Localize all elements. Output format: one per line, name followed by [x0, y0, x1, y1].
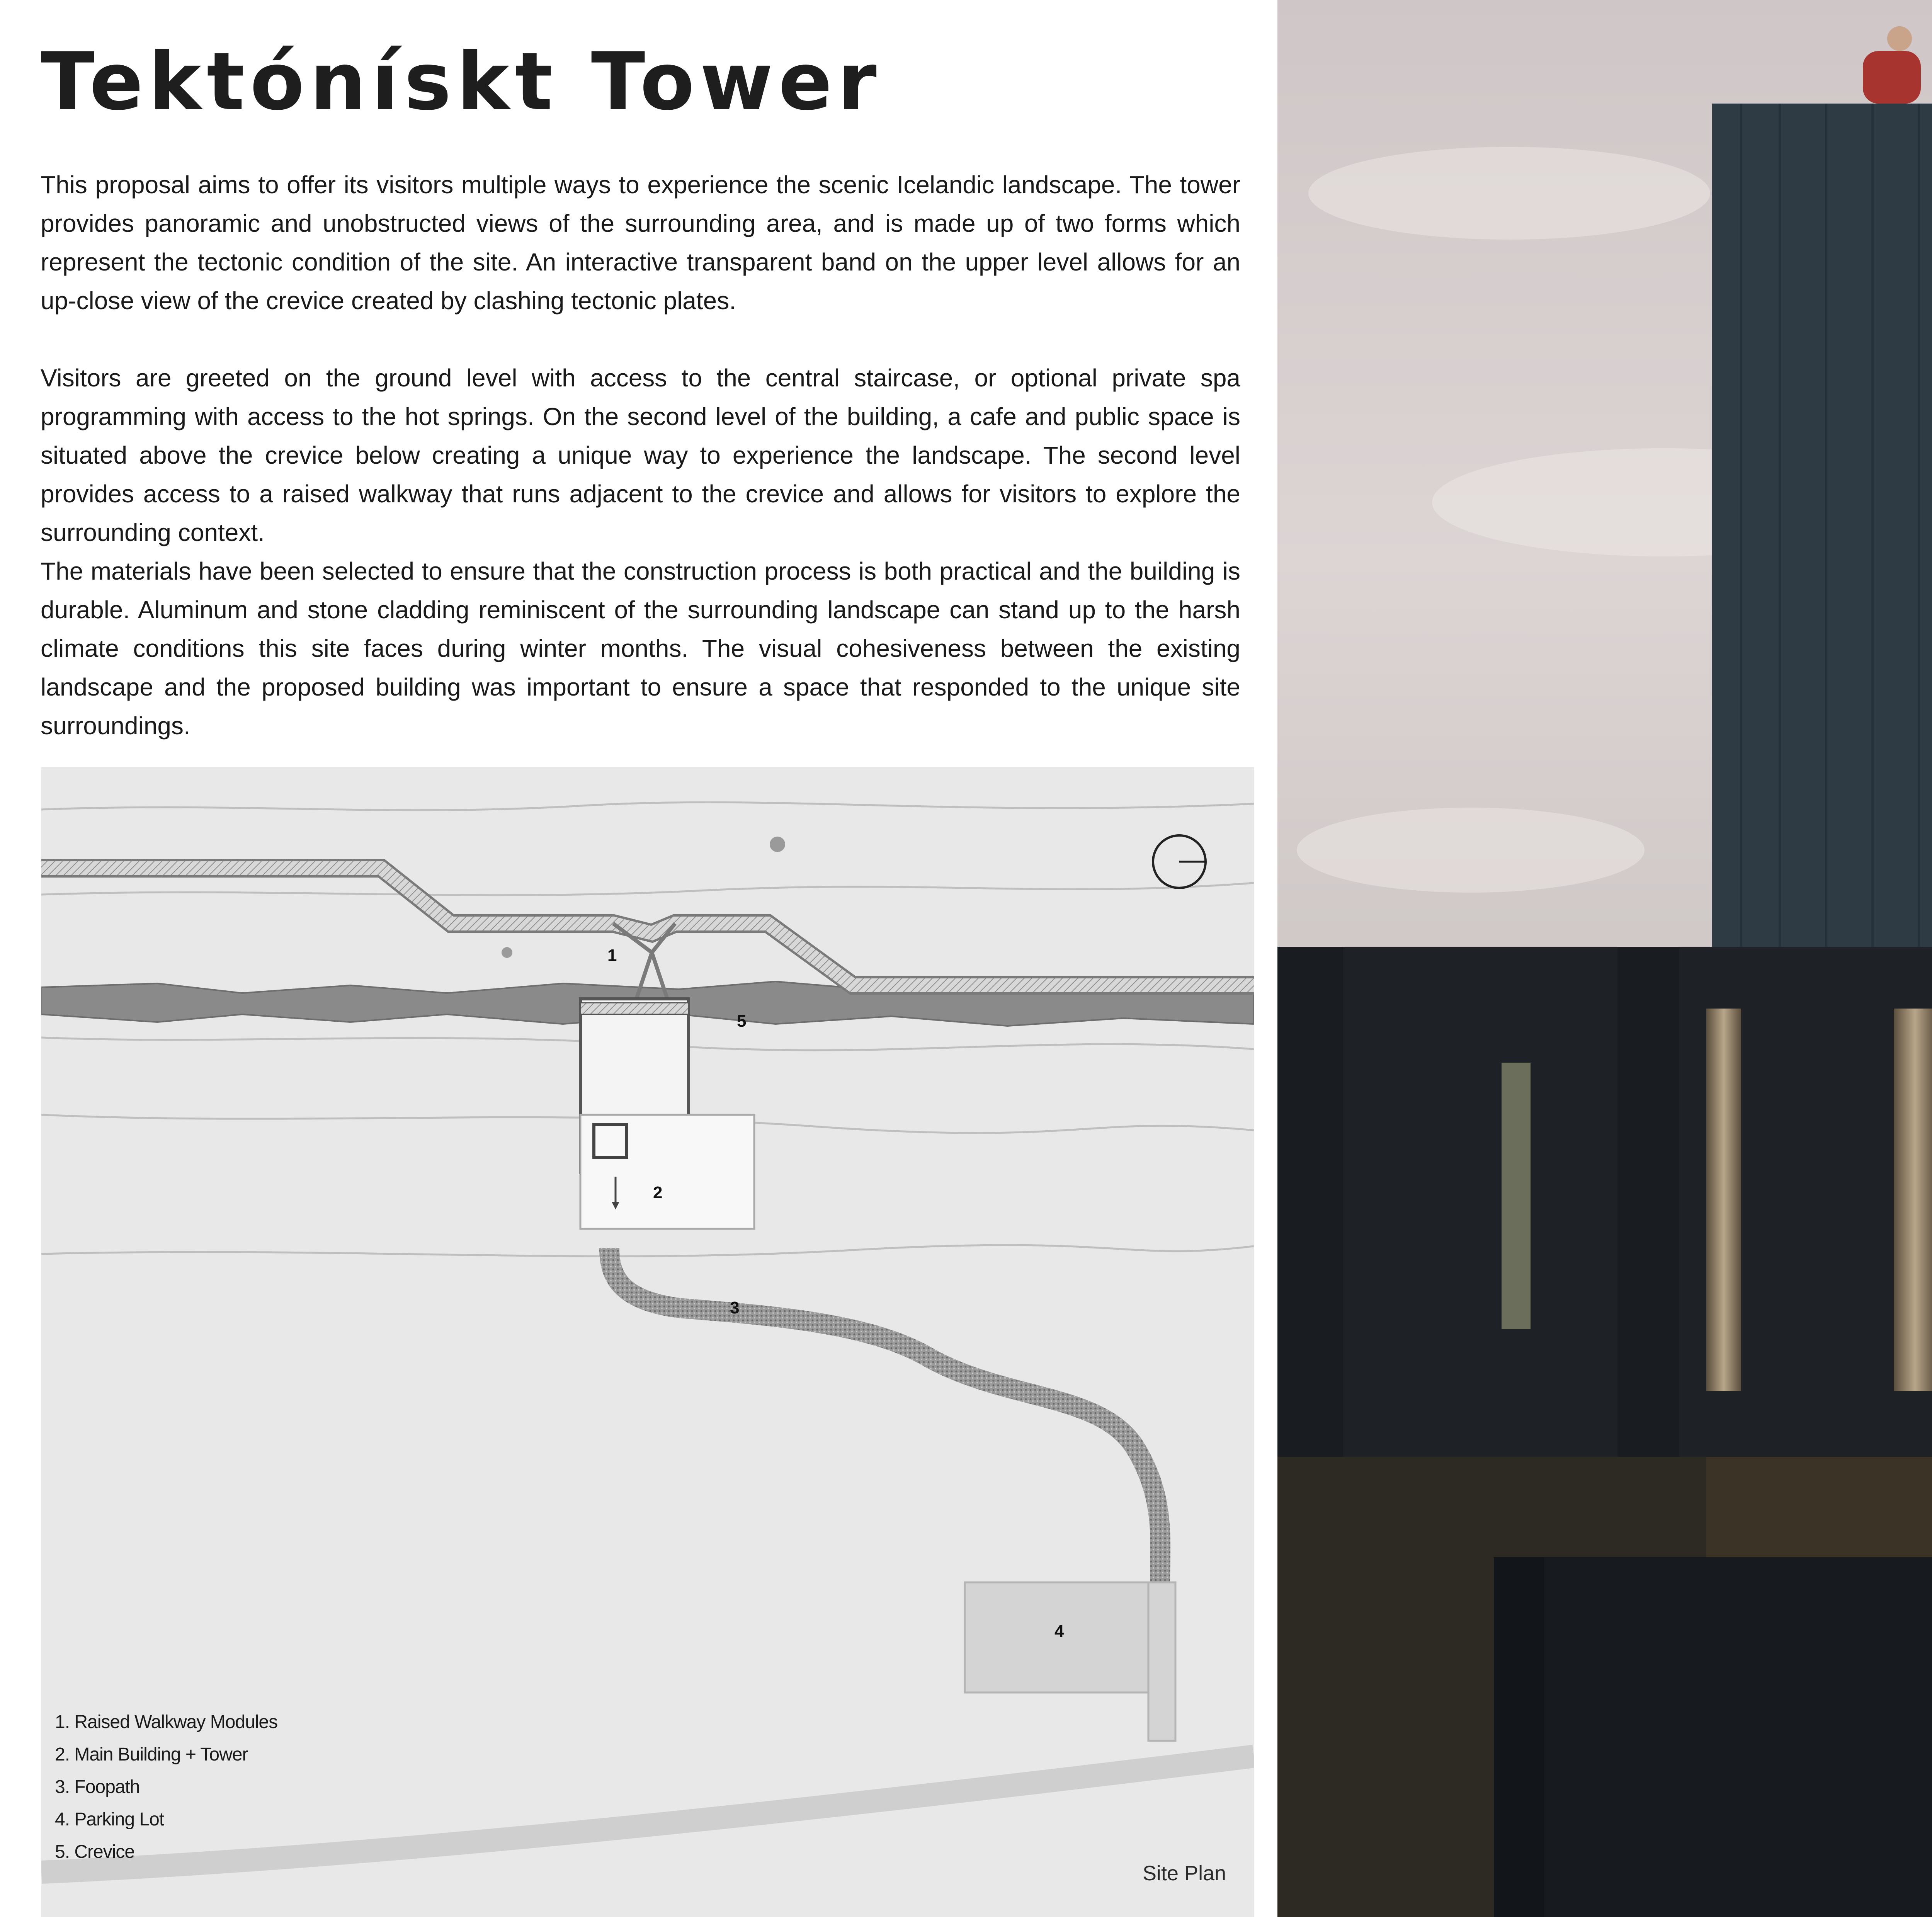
page-title: Tektónískt Tower — [41, 36, 882, 128]
legend-item: 1. Raised Walkway Modules — [55, 1712, 278, 1732]
map-marker-2: 2 — [653, 1183, 663, 1202]
site-plan-legend — [55, 1706, 277, 1868]
program-paragraph: Visitors are greeted on the ground level with access to the central staircase, or optional private spa programming with access to the hot springs. On the second level of the building, a cafe and public space is situated above the crevice below creating a unique way to experience the landscape. The second level provides access to a raised walkway that runs adjacent to the crevice and allows for visitors to explore the surrounding context. — [41, 364, 1240, 546]
map-marker-5: 5 — [737, 1012, 747, 1031]
tower-render-image — [1277, 0, 1932, 1917]
site-plan-map — [41, 767, 1254, 1917]
legend-item: 2. Main Building + Tower — [55, 1744, 248, 1765]
materials-paragraph: The materials have been selected to ensure that the construction process is both practical and the building is durable. Aluminum and stone cladding reminiscent of the surrounding landscape can stand up to the harsh climate conditions this site faces during winter months. The visual cohesiveness between the existing landscape and the proposed building was important to ensure a space that responded to the unique site surroundings. — [41, 557, 1240, 740]
legend-item: 5. Crevice — [55, 1842, 135, 1862]
map-marker-1: 1 — [607, 946, 617, 965]
tower-rendering — [1277, 0, 1932, 1917]
map-marker-3: 3 — [730, 1298, 740, 1317]
legend-item: 4. Parking Lot — [55, 1809, 164, 1830]
legend-item: 3. Foopath — [55, 1777, 140, 1797]
map-marker-4: 4 — [1054, 1622, 1064, 1641]
site-plan-label: Site Plan — [1143, 1862, 1226, 1885]
intro-paragraph: This proposal aims to offer its visitors multiple ways to experience the scenic Icelandic landscape. The tower provides panoramic and unobstructed views of the surrounding area, and is made up of two forms which represent the tectonic condition of the site. An interactive transparent band on the upper level allows for an up-close view of the crevice created by clashing tectonic plates. — [41, 171, 1240, 315]
